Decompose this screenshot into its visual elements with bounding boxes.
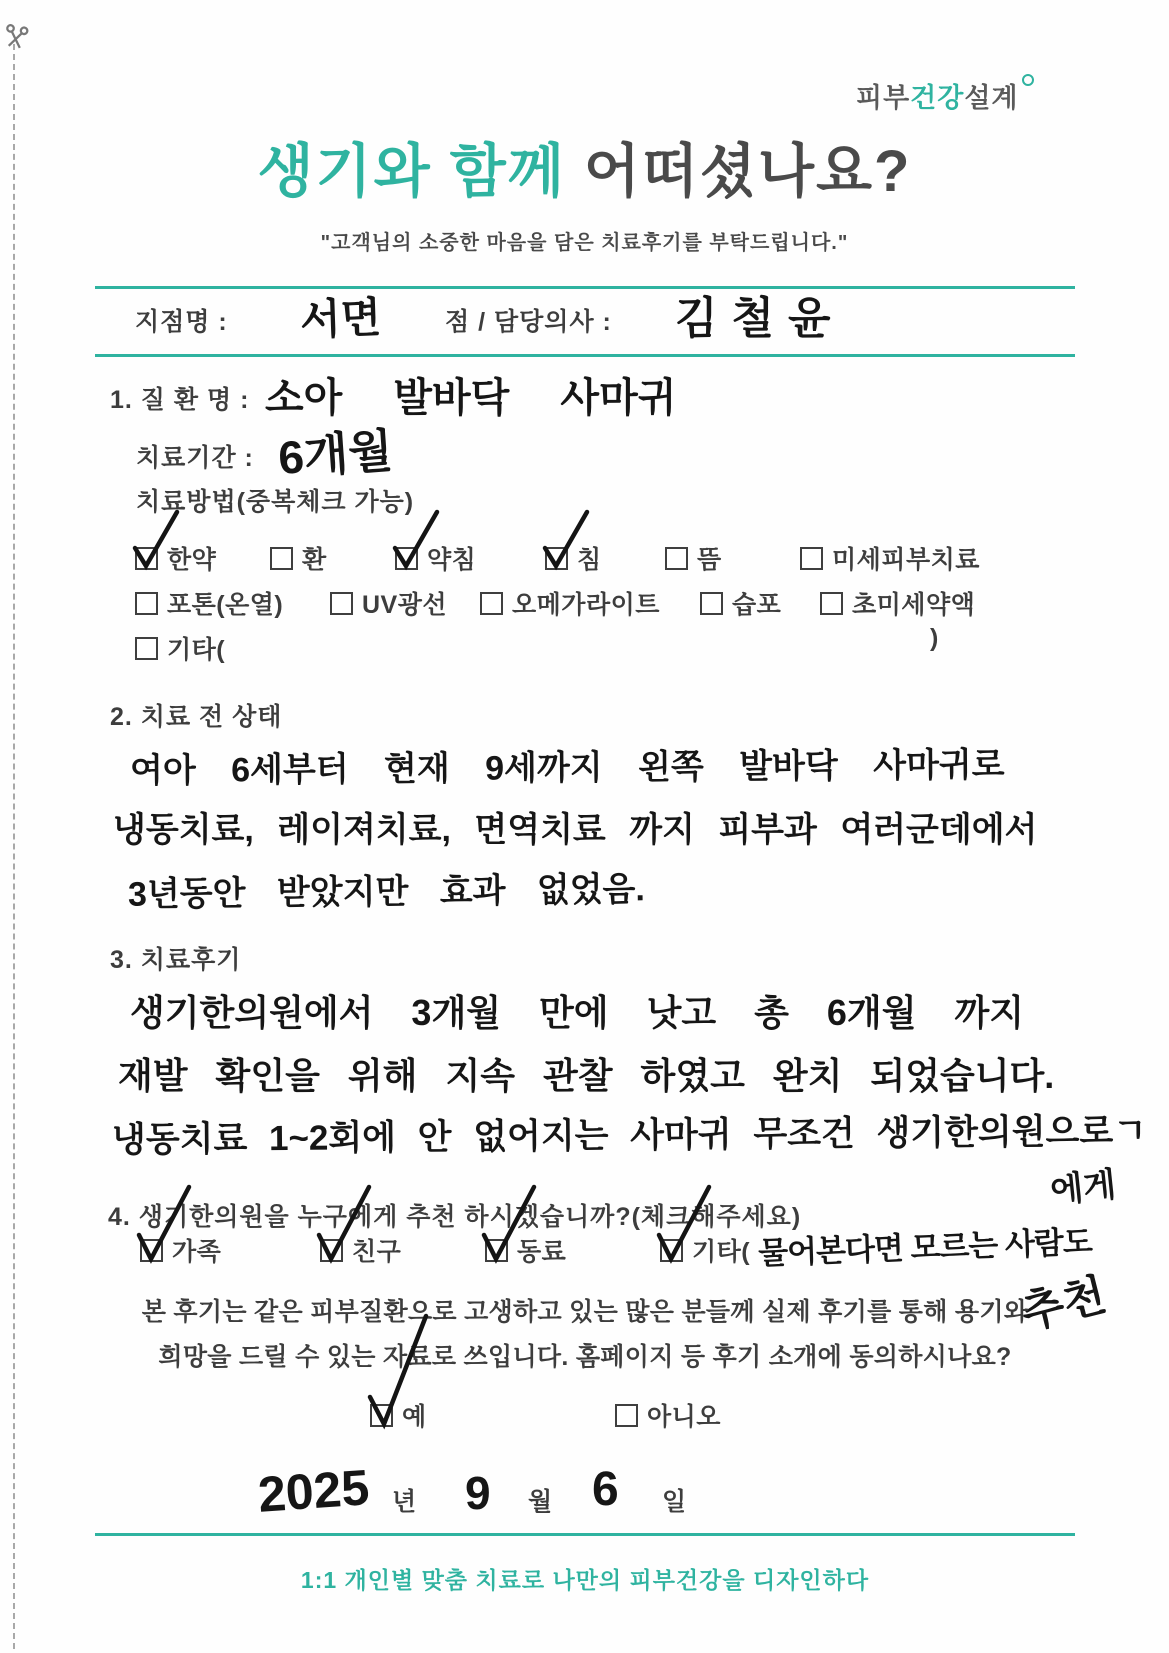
method-option-omega-light[interactable] [480, 585, 660, 621]
method-option-herbal-medicine[interactable] [135, 540, 216, 576]
teal-divider-header [95, 354, 1075, 357]
method-label: 환 [302, 546, 327, 574]
checkbox-pharmacopuncture[interactable] [395, 547, 418, 570]
checkbox-omega-light[interactable] [480, 592, 503, 615]
checkbox-uv-light[interactable] [330, 592, 353, 615]
recommend-label: 동료 [517, 1238, 567, 1266]
method-label: 기타( [167, 636, 226, 664]
form-title-accent: 생기와 함께 [257, 139, 566, 204]
method-option-other[interactable] [135, 630, 225, 666]
treatment-period-label: 치료기간 : [136, 444, 254, 472]
form-title [0, 124, 1169, 208]
pre-treatment-line-2: 냉동치료, 레이져치료, 면역치료 까지 피부과 여러군데에서 [113, 811, 1038, 849]
checkbox-wet-compress[interactable] [700, 592, 723, 615]
branch-name-label: 지점명 : [135, 308, 228, 336]
checkbox-photon[interactable] [135, 592, 158, 615]
method-label: 뜸 [697, 546, 722, 574]
date-month-label: 월 [528, 1488, 554, 1516]
method-option-acupuncture[interactable] [545, 540, 602, 576]
checkbox-ultrafine-solution[interactable] [820, 592, 843, 615]
doctor-name-value: 김철윤 [675, 294, 845, 343]
margin-note-ege: 에게 [1048, 1165, 1118, 1211]
review-line-3: 냉동치료 1~2회에 안 없어지는 사마귀 무조건 생기한의원으로ㄱ [111, 1111, 1148, 1160]
checkbox-family[interactable] [140, 1239, 163, 1262]
form-subtitle: "고객님의 소중한 마음을 담은 치료후기를 부탁드립니다." [320, 232, 849, 254]
consent-line-1: 본 후기는 같은 피부질환으로 고생하고 있는 많은 분들께 실제 후기를 통해 용기와 [141, 1298, 1029, 1326]
method-label: 초미세약액 [852, 591, 976, 619]
form-title-rest: 어떠셨나요? [583, 139, 912, 204]
method-label: 침 [577, 546, 602, 574]
cut-dashed-line [13, 44, 15, 1649]
logo-text-accent: 건강 [910, 83, 965, 113]
checkbox-no[interactable] [615, 1404, 638, 1427]
margin-note-chucheon: 추천 [1016, 1270, 1111, 1339]
logo-text-suffix: 설계 [964, 83, 1019, 113]
checkbox-colleague[interactable] [485, 1239, 508, 1262]
checkbox-other-recommend[interactable] [660, 1239, 683, 1262]
method-label: UV광선 [362, 591, 448, 619]
method-option-photon[interactable] [135, 585, 283, 621]
consent-line-2: 희망을 드릴 수 있는 자료로 쓰입니다. 홈페이지 등 후기 소개에 동의하시나요? [158, 1343, 1012, 1371]
scissors-icon [1, 22, 31, 52]
method-option-wet-compress[interactable] [700, 585, 781, 621]
recommend-option-other[interactable] [660, 1232, 750, 1268]
method-option-micro-skin-treatment[interactable] [800, 540, 980, 576]
recommend-label: 가족 [172, 1238, 222, 1266]
date-month-value: 9 [465, 1467, 491, 1519]
review-line-1: 생기한의원에서 3개월 만에 낫고 총 6개월 까지 [130, 992, 1025, 1033]
method-option-uv-light[interactable] [330, 585, 447, 621]
date-year-label: 년 [392, 1488, 418, 1516]
disease-name-value: 소아 발바닥 사마귀 [265, 376, 677, 420]
checkbox-acupuncture[interactable] [545, 547, 568, 570]
brand-logo [856, 76, 1034, 115]
treatment-methods-label: 치료방법(중복체크 가능) [136, 488, 415, 516]
pre-treatment-line-1: 여아 6세부터 현재 9세까지 왼쪽 발바닥 사마귀로 [129, 745, 1005, 791]
method-label: 약침 [427, 546, 477, 574]
section2-title: 2. 치료 전 상태 [110, 703, 283, 731]
checkbox-yes[interactable] [370, 1404, 393, 1427]
checkbox-herbal-medicine[interactable] [135, 547, 158, 570]
other-method-close-paren: ) [930, 624, 940, 652]
consent-yes-label: 예 [402, 1403, 427, 1431]
doctor-name-label: 점 / 담당의사 : [445, 308, 612, 336]
checkbox-pill[interactable] [270, 547, 293, 570]
date-year-value: 2025 [256, 1459, 372, 1523]
method-label: 한약 [167, 546, 217, 574]
checkbox-other-method[interactable] [135, 637, 158, 660]
recommend-option-family[interactable] [140, 1232, 221, 1268]
method-option-pharmacopuncture[interactable] [395, 540, 476, 576]
branch-name-value: 서면 [299, 293, 383, 344]
consent-option-yes[interactable] [370, 1397, 427, 1433]
pre-treatment-line-3: 3년동안 받았지만 효과 없었음. [127, 870, 646, 914]
method-label: 포톤(온열) [167, 591, 284, 619]
section3-title: 3. 치료후기 [110, 946, 242, 974]
checkbox-micro-skin-treatment[interactable] [800, 547, 823, 570]
method-label: 습포 [732, 591, 782, 619]
recommend-option-colleague[interactable] [485, 1232, 566, 1268]
recommend-label: 기타( [692, 1238, 751, 1266]
disease-name-label: 1. 질 환 명 : [110, 386, 250, 414]
checkbox-moxibustion[interactable] [665, 547, 688, 570]
teal-divider-top [95, 286, 1075, 289]
review-line-2: 재발 확인을 위해 지속 관찰 하였고 완치 되었습니다. [118, 1055, 1055, 1096]
method-option-moxibustion[interactable] [665, 540, 722, 576]
checkbox-friend[interactable] [320, 1239, 343, 1262]
recommend-label: 친구 [352, 1238, 402, 1266]
logo-text-prefix: 피부 [856, 83, 911, 113]
method-label: 미세피부치료 [832, 546, 980, 574]
recommend-option-friend[interactable] [320, 1232, 401, 1268]
teal-divider-bottom [95, 1533, 1075, 1536]
consent-no-label: 아니오 [647, 1403, 721, 1431]
method-option-pill[interactable] [270, 540, 327, 576]
method-label: 오메가라이트 [512, 591, 660, 619]
footer-slogan: 1:1 개인별 맞춤 치료로 나만의 피부건강을 디자인하다 [300, 1567, 870, 1593]
date-day-value: 6 [592, 1463, 619, 1516]
treatment-period-value: 6개월 [276, 424, 395, 484]
consent-option-no[interactable] [615, 1397, 721, 1433]
section4-title: 4. 생기한의원을 누구에게 추천 하시겠습니까?(체크해주세요) [108, 1203, 802, 1231]
logo-ring-icon [1022, 74, 1034, 86]
date-day-label: 일 [662, 1488, 688, 1516]
recommend-other-value: 물어본다면 모르는 사람도 [757, 1224, 1093, 1271]
method-option-ultrafine-solution[interactable] [820, 585, 975, 621]
